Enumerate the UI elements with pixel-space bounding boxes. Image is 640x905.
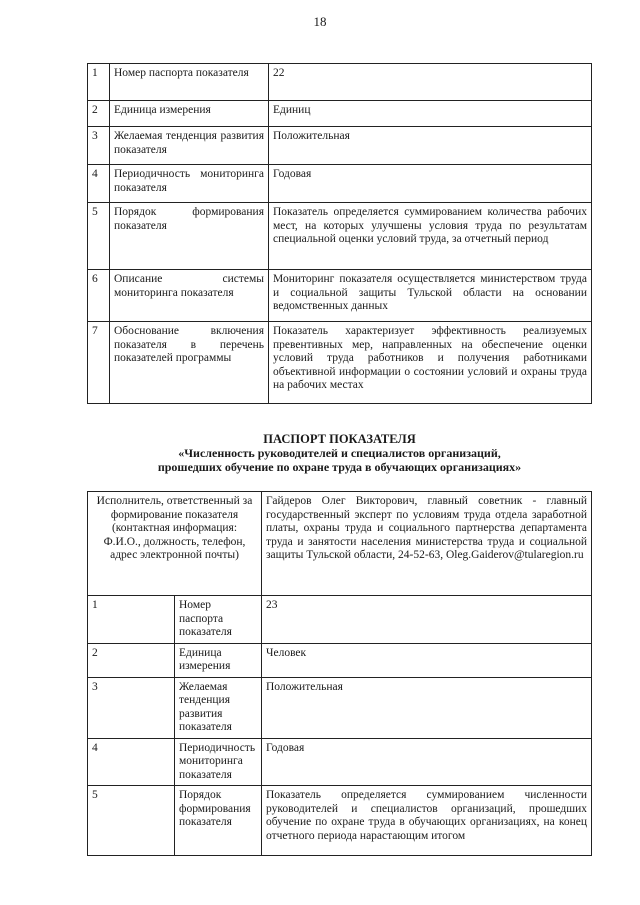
row-value: Положительная [262,677,592,738]
table-row [88,127,592,165]
row-label: Единица измерения [175,643,262,677]
row-label: Желаемая тенденция развития показателя [110,127,269,165]
row-value: Мониторинг показателя осуществляется министерством труда и социальной защиты Тульской области на основании ведомственных данных [269,270,592,322]
row-number: 3 [88,677,175,738]
row-number: 7 [88,322,110,404]
table-row [88,270,592,322]
row-number: 1 [88,64,110,101]
row-number: 4 [88,165,110,203]
row-number: 1 [88,596,175,644]
row-number: 2 [88,101,110,127]
row-label: Номер паспорта показателя [175,596,262,644]
passport-subtitle-line2: прошедших обучение по охране труда в обучающих организациях» [157,460,522,474]
row-label: Порядок формирования показателя [175,786,262,856]
table-row [88,165,592,203]
table-row [88,203,592,270]
row-value: Положительная [269,127,592,165]
row-label: Единица измерения [110,101,269,127]
row-value: 22 [269,64,592,101]
row-label: Периодичность мониторинга показателя [175,738,262,786]
row-value: Человек [262,643,592,677]
row-value: Годовая [269,165,592,203]
table-row [88,596,592,644]
table-row [88,322,592,404]
executor-label: Исполнитель, ответственный за формирование показателя (контактная информация: Ф.И.О., должность, телефон, адрес электронной почты) [88,492,262,596]
row-value: 23 [262,596,592,644]
row-value: Показатель характеризует эффективность реализуемых превентивных мер, направленных на обеспечение оценки условий труда работников и получения работниками объективной информации о состоянии условий и охраны труда на рабочих местах [269,322,592,404]
executor-value: Гайдеров Олег Викторович, главный советник - главный государственный эксперт по условиям труда отдела заработной платы, охраны труда и социального партнерства департамента труда и занятости населения министерства труда и социальной защиты Тульской области, 24-52-63, Oleg.Gaiderov@tularegion.ru [262,492,592,596]
row-number: 4 [88,738,175,786]
row-number: 3 [88,127,110,165]
row-value: Единиц [269,101,592,127]
indicator-passport-table-23 [87,491,592,856]
row-label: Обоснование включения показателя в перечень показателей программы [110,322,269,404]
table-row [88,677,592,738]
table-row [88,643,592,677]
passport-heading [87,432,592,474]
table-row [88,786,592,856]
row-number: 5 [88,203,110,270]
row-label: Желаемая тенденция развития показателя [175,677,262,738]
row-value: Годовая [262,738,592,786]
executor-row [88,492,592,596]
table-row [88,64,592,101]
row-label: Описание системы мониторинга показателя [110,270,269,322]
row-label: Номер паспорта показателя [110,64,269,101]
page-number: 18 [313,14,327,29]
row-value: Показатель определяется суммированием количества рабочих мест, на которых улучшены условия труда по результатам специальной оценки условий труда, за отчетный период [269,203,592,270]
row-value: Показатель определяется суммированием численности руководителей и специалистов организаций, прошедших обучение по охране труда в обучающих организациях, на конец отчетного периода нарастающим итогом [262,786,592,856]
row-number: 6 [88,270,110,322]
table-row [88,738,592,786]
row-number: 2 [88,643,175,677]
indicator-passport-table-22 [87,63,592,404]
table-row [88,101,592,127]
row-number: 5 [88,786,175,856]
row-label: Порядок формирования показателя [110,203,269,270]
passport-title: ПАСПОРТ ПОКАЗАТЕЛЯ [263,432,416,446]
row-label: Периодичность мониторинга показателя [110,165,269,203]
passport-subtitle-line1: «Численность руководителей и специалистов организаций, [178,446,501,460]
